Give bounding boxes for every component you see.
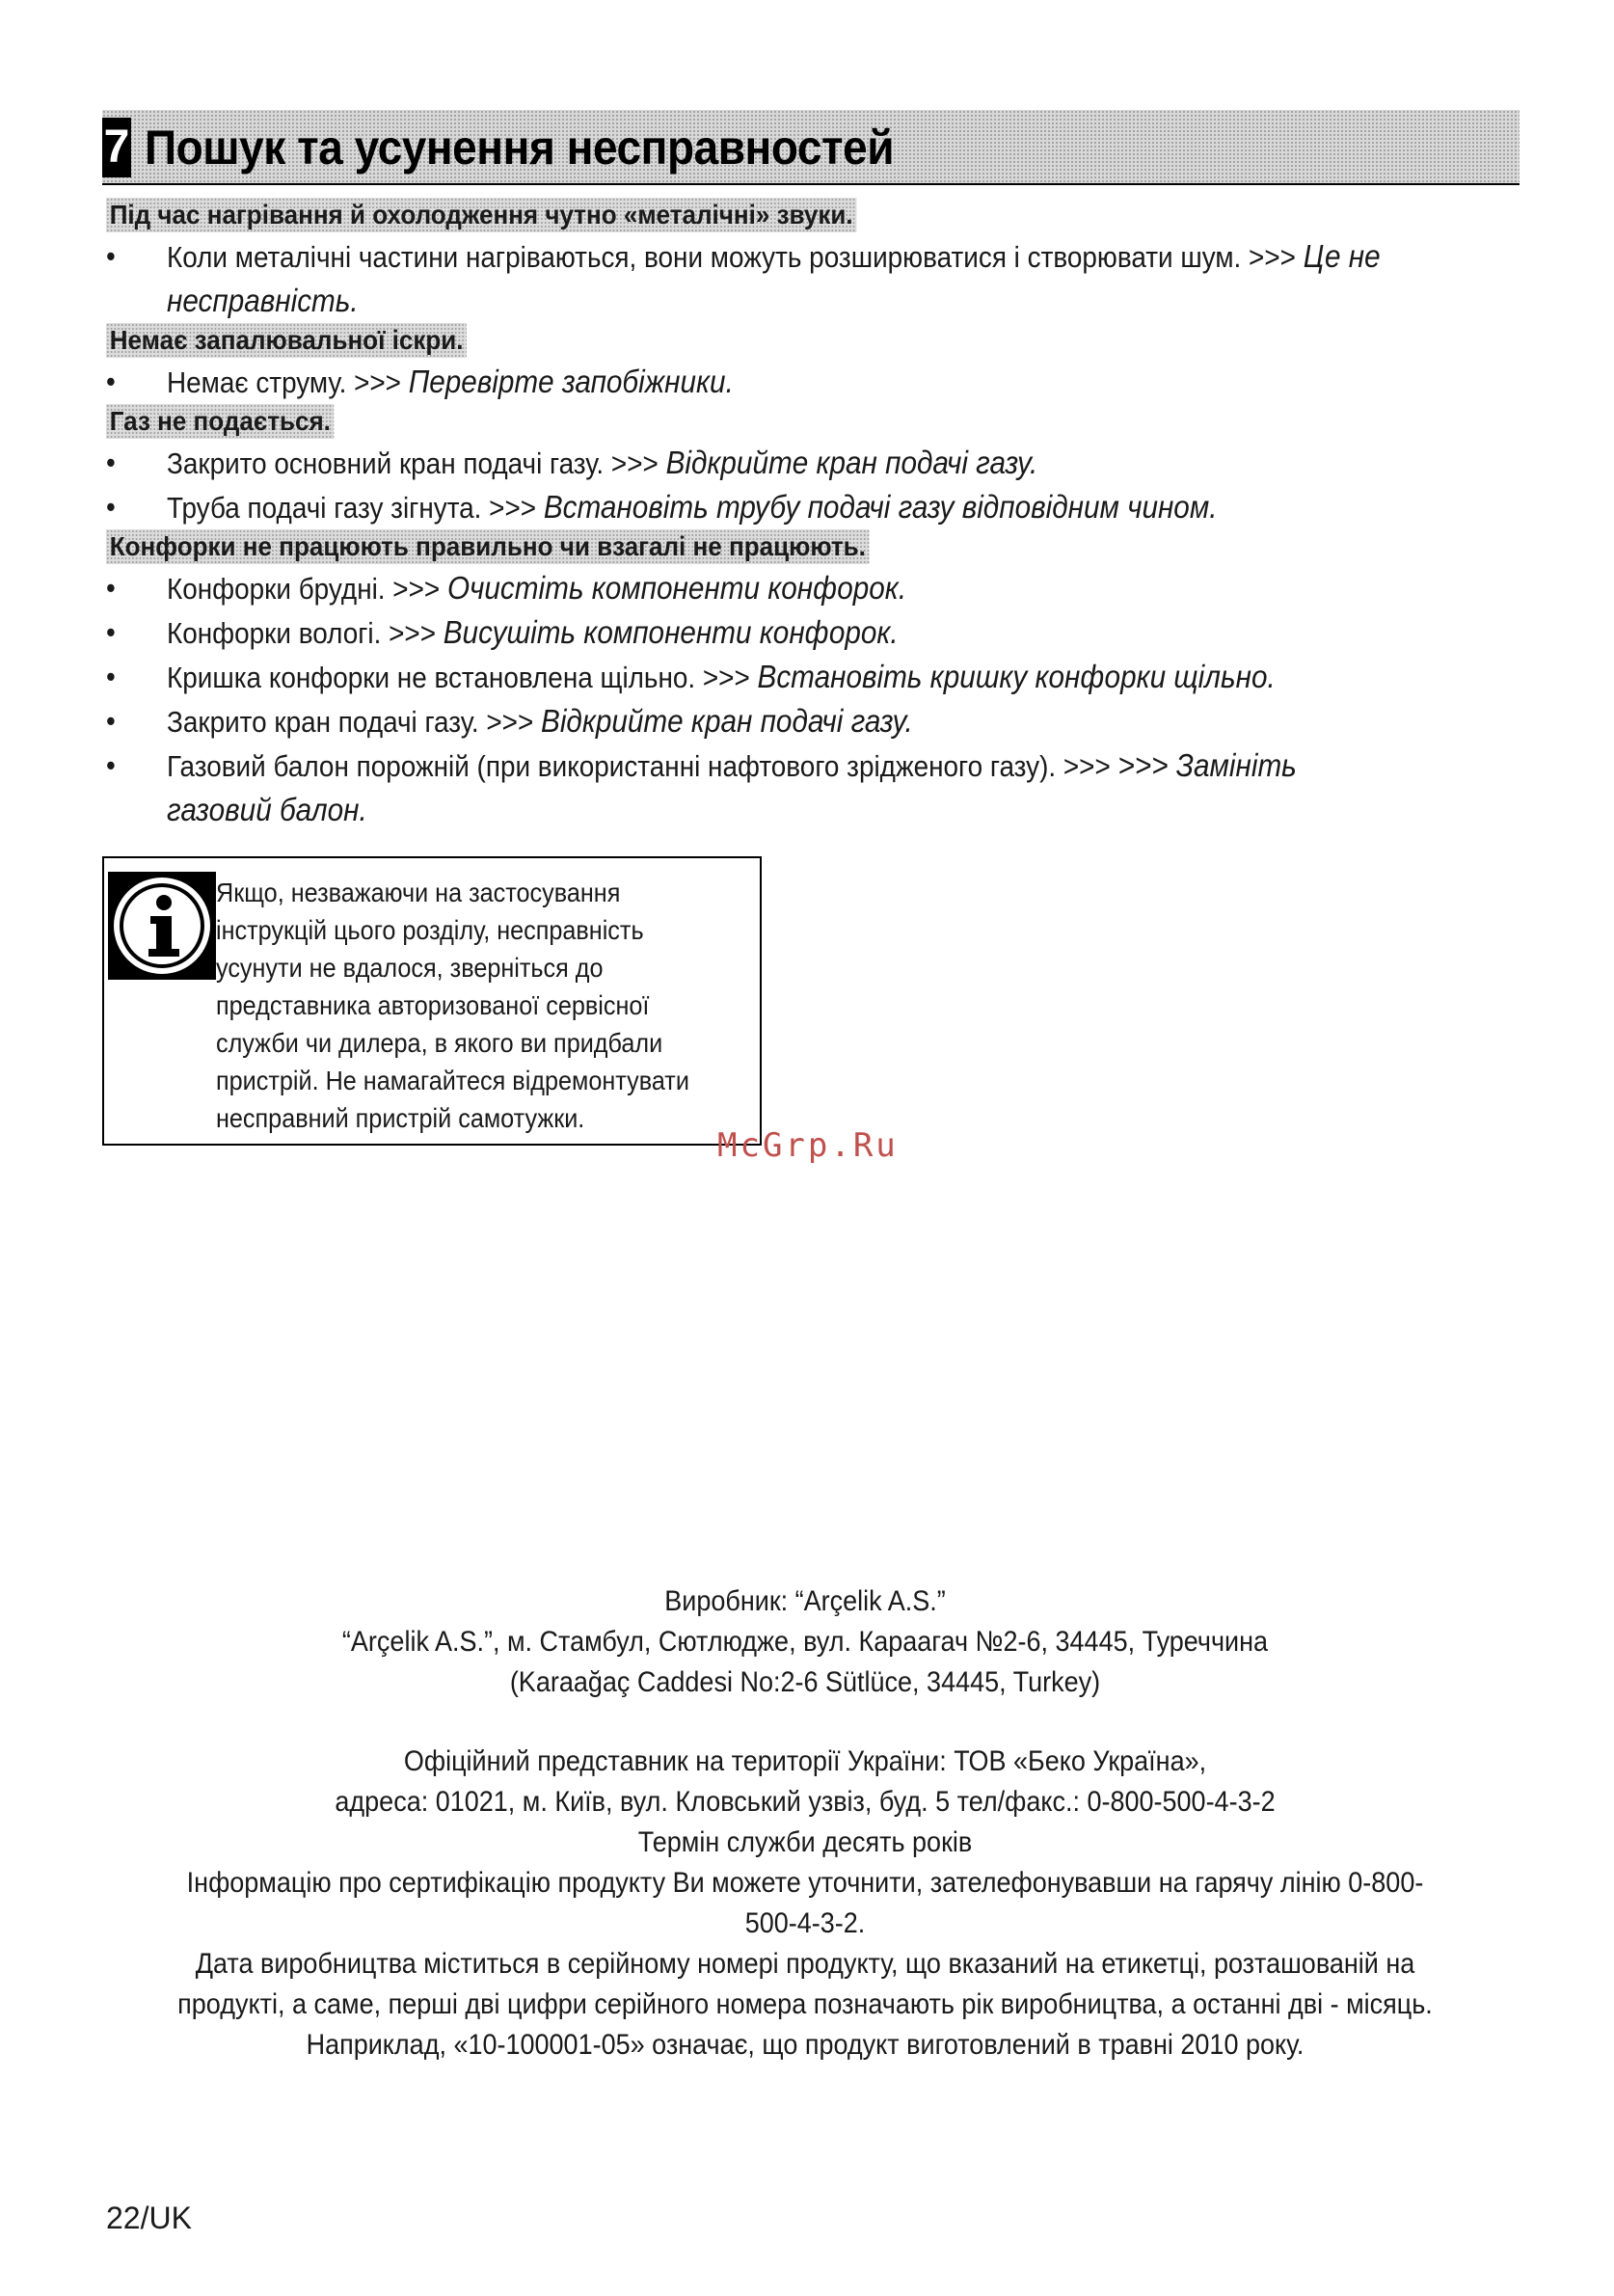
bullet: •: [106, 365, 116, 398]
bullet: •: [106, 615, 116, 649]
certification-line: 500-4-3-2.: [744, 1907, 866, 1939]
problem-text: Немає струму. >>>: [167, 365, 409, 399]
watermark: McGrp.Ru: [717, 1126, 899, 1165]
representative-line: Офіційний представник на території України: ТОВ «Беко Україна»,: [403, 1745, 1207, 1777]
manufacturer-info: [96, 1581, 1514, 2066]
bullet: •: [106, 490, 116, 524]
bullet: •: [106, 748, 116, 782]
list-item: [106, 485, 1520, 529]
info-icon: [108, 872, 216, 980]
representative-address: адреса: 01021, м. Київ, вул. Кловський узвіз, буд. 5 тел/факс.: 0-800-500-4-3-2: [335, 1786, 1276, 1818]
problem-text: Закрито кран подачі газу. >>>: [167, 705, 542, 739]
list-item: [106, 655, 1520, 699]
solution-text: Перевірте запобіжники.: [408, 364, 734, 399]
solution-text: Встановіть кришку конфорки щільно.: [757, 659, 1276, 694]
problem-text: Газовий балон порожній (при використанні нафтового зрідженого газу). >>>: [167, 749, 1118, 783]
notice-line: представника авторизованої сервісної: [216, 990, 650, 1020]
service-life: Термін служби десять років: [637, 1826, 973, 1858]
chapter-number: 7: [102, 118, 131, 177]
list-item: [106, 566, 1520, 610]
page-number: 22/UK: [106, 2201, 192, 2235]
address-en: (Karaağaç Caddesi No:2-6 Sütlüce, 34445, Turkey): [509, 1666, 1101, 1698]
list-item: [106, 360, 1520, 404]
bullet: •: [106, 239, 116, 273]
solution-text: Висушіть компоненти конфорок.: [443, 614, 899, 650]
bullet: •: [106, 704, 116, 738]
notice-line: Якщо, незважаючи на застосування: [216, 878, 621, 907]
chapter-title: Пошук та усунення несправностей: [145, 121, 895, 175]
solution-text: Очистіть компоненти конфорок.: [446, 570, 907, 606]
section-heading: Газ не подається.: [106, 404, 335, 439]
solution-text: >>> Замініть газовий балон.: [167, 747, 1297, 827]
problem-text: Труба подачі газу зігнута. >>>: [167, 491, 544, 525]
problem-text: Конфорки вологі. >>>: [167, 616, 444, 650]
list-item: [106, 234, 1520, 323]
info-notice-box: [102, 856, 762, 1146]
list-item: [106, 610, 1520, 655]
production-date-line: Наприклад, «10-100001-05» означає, що продукт виготовлений в травні 2010 року.: [306, 2029, 1305, 2061]
production-date-line: Дата виробництва міститься в серійному номері продукту, що вказаний на етикетці, розташованій на: [195, 1948, 1415, 1980]
notice-line: пристрій. Не намагайтеся відремонтувати: [216, 1066, 689, 1095]
address-ua: “Arçelik A.S.”, м. Стамбул, Сютлюдже, вул. Караагач №2-6, 34445, Туреччина: [341, 1626, 1269, 1658]
notice-line: інструкцій цього розділу, несправність: [216, 915, 644, 945]
troubleshooting-list: [106, 198, 1514, 832]
list-item: [106, 699, 1520, 743]
bullet: •: [106, 446, 116, 479]
solution-text: Це не несправність.: [167, 238, 1381, 318]
bullet: •: [106, 660, 116, 693]
solution-text: Відкрийте кран подачі газу.: [665, 445, 1038, 480]
solution-text: Встановіть трубу подачі газу відповідним чином.: [543, 489, 1218, 525]
production-date-line: продукті, а саме, перші дві цифри серійного номера позначають рік виробництва, а останні дві - місяць.: [177, 1988, 1433, 2020]
section-heading: Немає запалювальної іскри.: [106, 323, 467, 358]
section-heading: Конфорки не працюють правильно чи взагалі не працюють.: [106, 529, 870, 564]
problem-text: Коли металічні частини нагріваються, вони можуть розширюватися і створювати шум. >>>: [167, 240, 1304, 274]
certification-line: Інформацію про сертифікацію продукту Ви можете уточнити, зателефонувавши на гарячу лінію 0-800-: [186, 1867, 1424, 1899]
problem-text: Закрито основний кран подачі газу. >>>: [167, 446, 666, 480]
chapter-header: [102, 110, 1520, 185]
bullet: •: [106, 571, 116, 605]
manufacturer-line: Виробник: “Arçelik A.S.”: [664, 1585, 946, 1617]
notice-line: усунути не вдалося, зверніться до: [216, 953, 604, 983]
notice-text: [216, 874, 754, 1137]
solution-text: Відкрийте кран подачі газу.: [541, 703, 913, 739]
notice-line: несправний пристрій самотужки.: [216, 1103, 585, 1133]
problem-text: Кришка конфорки не встановлена щільно. >>>: [167, 661, 758, 694]
list-item: [106, 743, 1382, 832]
problem-text: Конфорки брудні. >>>: [167, 572, 447, 606]
notice-line: служби чи дилера, в якого ви придбали: [216, 1028, 663, 1058]
section-heading: Під час нагрівання й охолодження чутно «металічні» звуки.: [106, 198, 856, 232]
list-item: [106, 441, 1520, 485]
